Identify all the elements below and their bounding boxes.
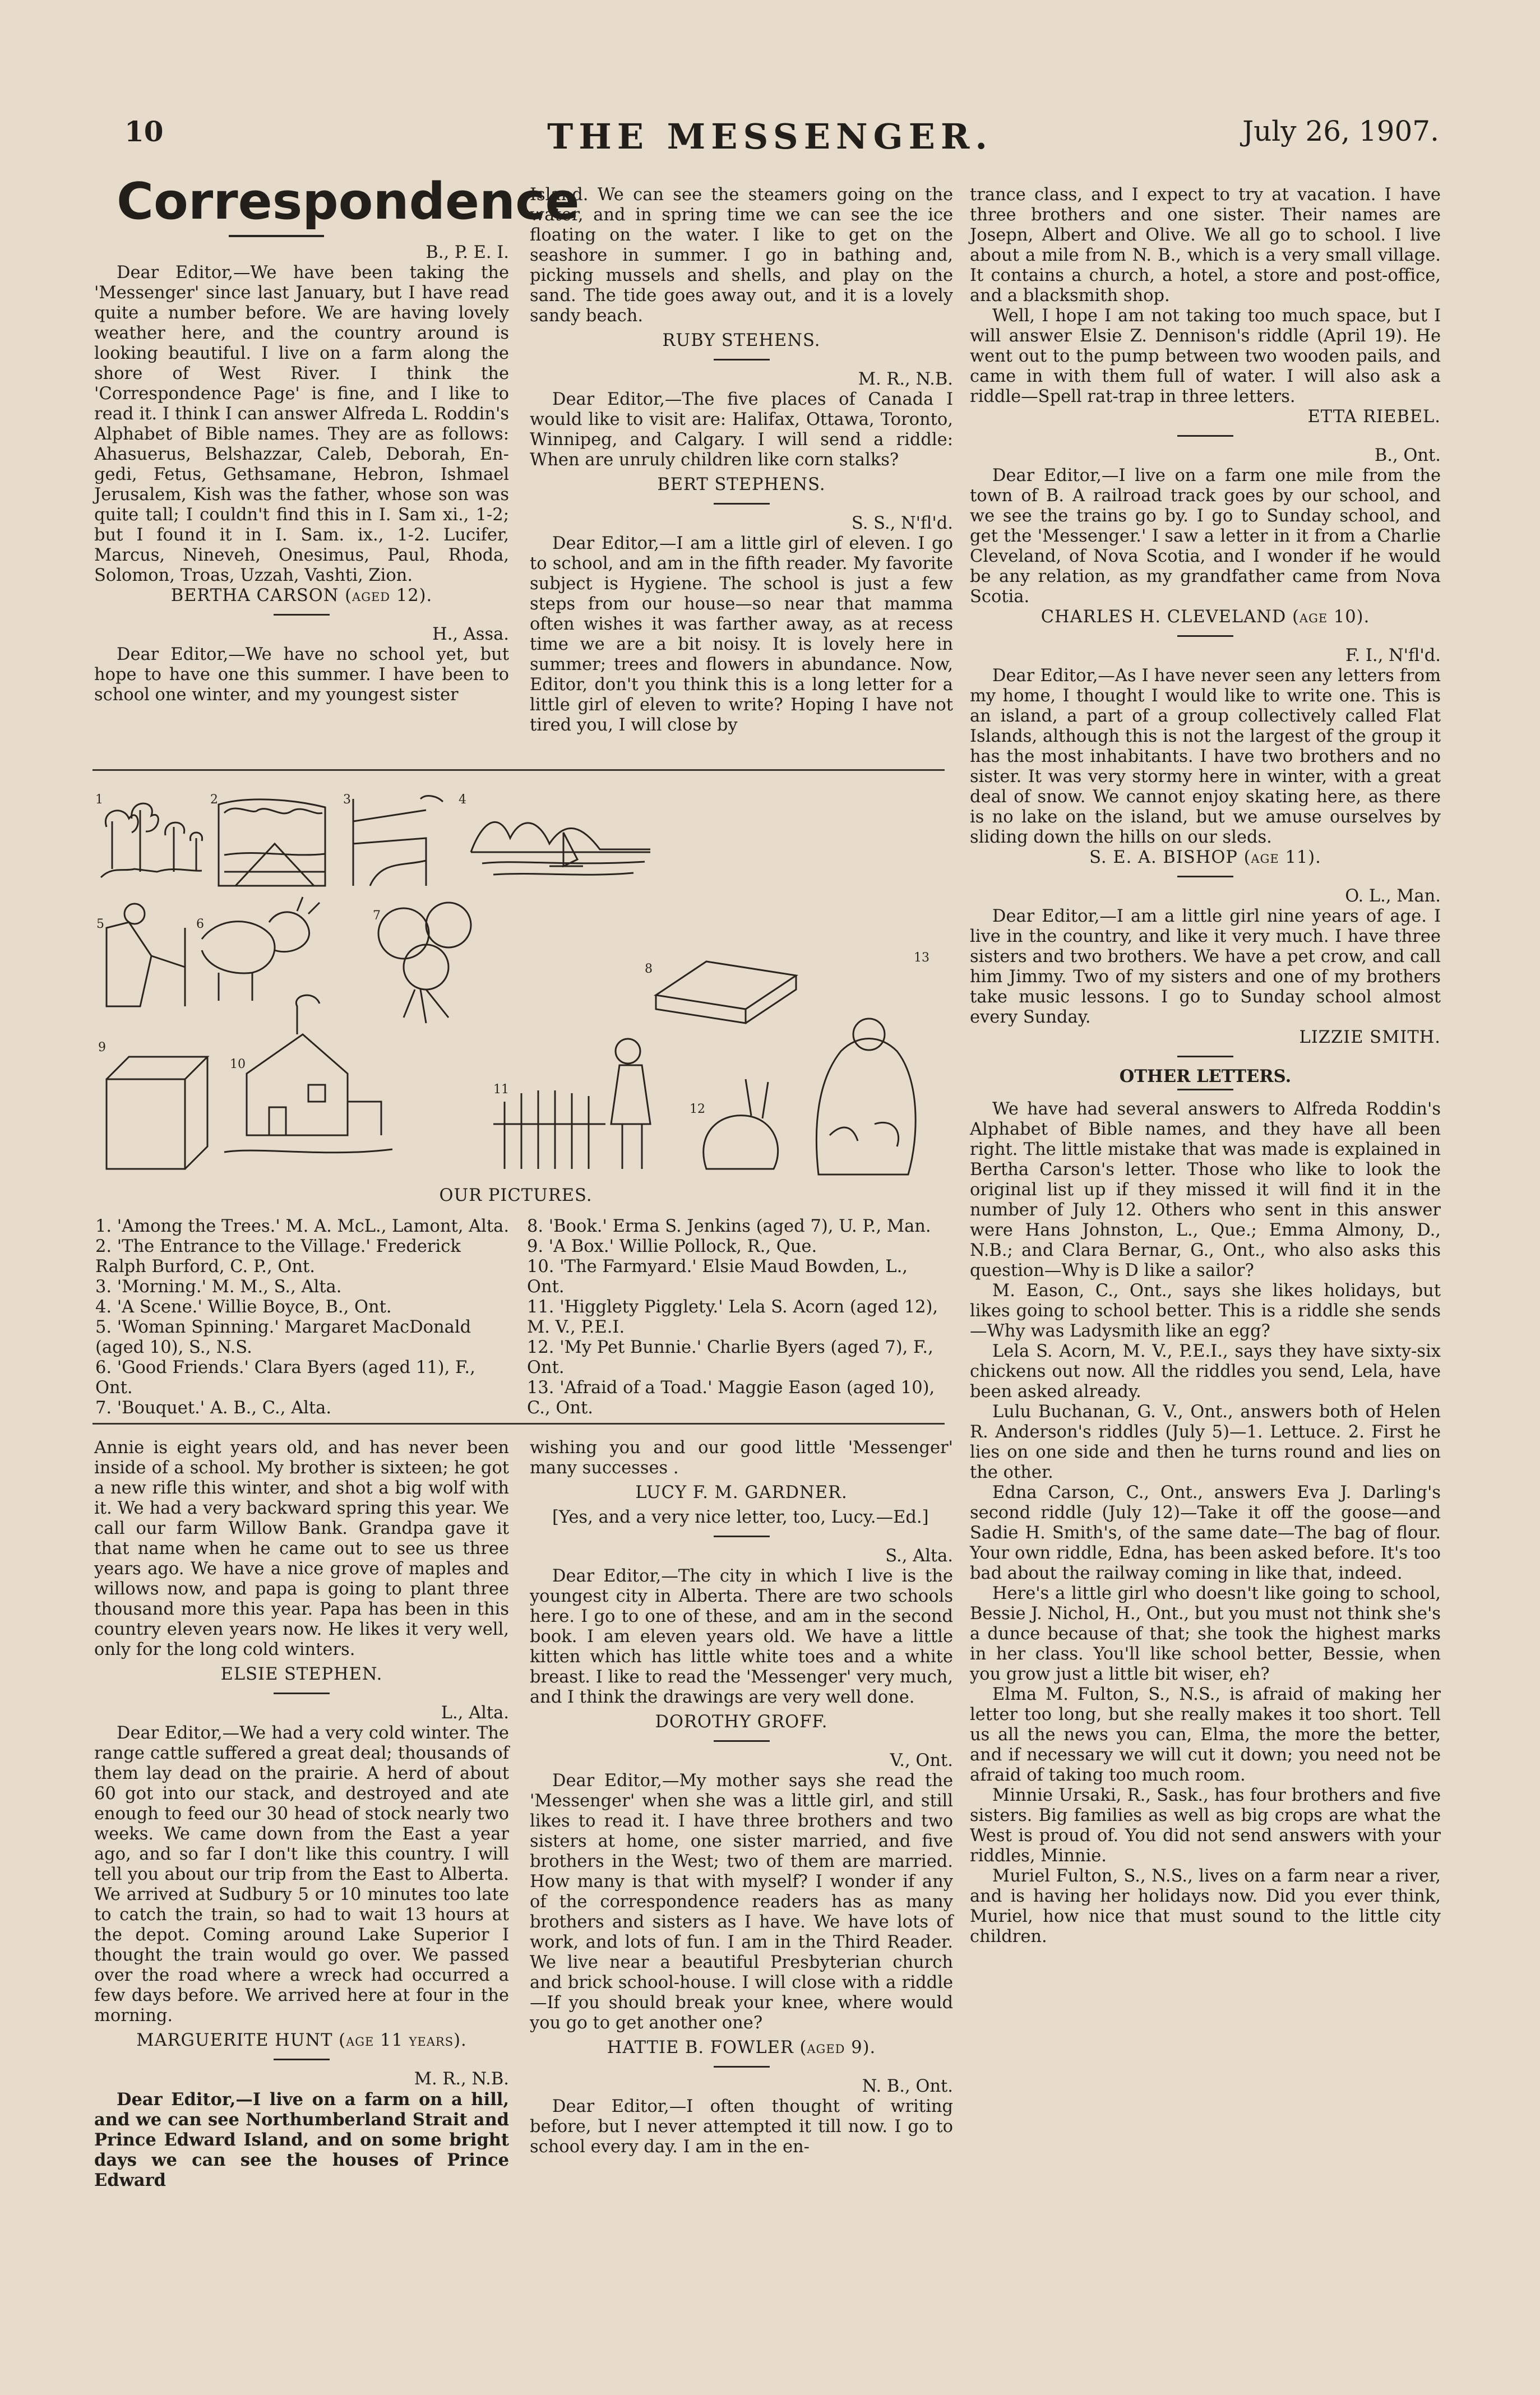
picture-number: 13	[914, 951, 929, 965]
letter-body: Dear Editor,—As I have never seen any letters from my home, I thought I would like to write one. This is an island, a part of a group collectively called Flat Islands, although this is not the largest of the group it has the most inhabitants. I have two brothers and no sister. It was very stormy here in winter, with a great deal of snow. We cannot enjoy skating here, as there is no lake on the island, but we amuse ourselves by sliding down the hills on our sleds.	[970, 666, 1441, 847]
letter-place: O. L., Man.	[1345, 886, 1441, 906]
other-letter: We have had several answers to Alfreda Roddin's Alphabet of Bible names, and they have all been right. The little mistake that was made is explained in Bertha Carson's letter. Those who like to look the original list up if they missed it will find it in the number of July 12. Others who sent in this answer were Hans Johnston, L., Que.; Emma Almony, D., N.B.; and Clara Bernar, G., Ont., who also asks this question—Why is D like a sailor?	[970, 1099, 1441, 1280]
drawing-morning	[353, 796, 443, 886]
picture-number: 7	[373, 909, 381, 923]
drawing-woman-spinning	[107, 904, 185, 1006]
letter-signature: ETTA RIEBEL.	[1307, 407, 1441, 427]
other-letter: Muriel Fulton, S., N.S., lives on a farm near a river, and is having her holidays now. Did you ever think, Muriel, how nice that must sound to the little city children.	[970, 1866, 1441, 1946]
title-rule	[229, 235, 324, 237]
letter-place: V., Ont.	[890, 1751, 953, 1770]
drawing-entrance-to-village	[219, 799, 325, 886]
letter-signature: HATTIE B. FOWLER (aged 9).	[607, 2038, 876, 2058]
picture-entry: 13. 'Afraid of a Toad.' Maggie Eason (aged 10), C., Ont.	[527, 1378, 935, 1418]
letter-signature: BERT STEPHENS.	[657, 475, 826, 494]
letter-body: Dear Editor,—We had a very cold winter. The range cattle suffered a great deal; thousands of them lay dead on the prairie. A herd of about 60 got into our stack, and destroyed and ate enough to feed our 30 head of stock nearly two weeks. We came down from the East a year ago, and so far I don't like this country. I will tell you about our trip from the East to Alberta. We arrived at Sudbury 5 or 10 minutes too late to catch the train, so had to wait 13 hours at the depot. Coming around Lake Superior I thought the train would go over. We passed over the road where a wreck had occurred a few days before. We arrived here at four in the morning.	[94, 1723, 509, 2026]
column-2-bottom	[530, 1438, 953, 2157]
other-letter: Elma M. Fulton, S., N.S., is afraid of making her letter too long, but she really makes it too short. Tell us all the news you can, Elma, the more the better, and if necessary we will cut it down; you need not be afraid of taking too much room.	[970, 1685, 1441, 1785]
picture-entry: 3. 'Morning.' M. M., S., Alta.	[95, 1277, 342, 1297]
picture-number: 1	[95, 793, 103, 807]
column-2-top	[530, 185, 953, 736]
pictures-list-right	[527, 1217, 942, 1418]
picture-number: 2	[210, 793, 218, 807]
letter-body: Dear Editor,—I live on a farm on a hill, and we can see Northumberland Strait and Prince Edward Island, and on some bright days we can see the houses of Prince Edward	[94, 2089, 509, 2190]
drawing-book	[656, 961, 796, 1023]
picture-number: 8	[645, 962, 653, 976]
letter-signature: CHARLES H. CLEVELAND (age 10).	[1040, 607, 1370, 627]
editor-note: [Yes, and a very nice letter, too, Lucy.—Ed.]	[552, 1508, 929, 1527]
letter-divider	[274, 614, 330, 616]
column-1-bottom	[94, 1438, 509, 2190]
letter-divider	[1177, 435, 1233, 437]
letter-signature: LUCY F. M. GARDNER.	[635, 1483, 848, 1502]
page-number: 10	[124, 115, 164, 148]
other-letter: M. Eason, C., Ont., says she likes holidays, but likes going to school better. This is a riddle she sends—Why was Ladysmith like an egg?	[970, 1281, 1441, 1341]
picture-entry: 2. 'The Entrance to the Village.' Frederick Ralph Burford, C. P., Ont.	[95, 1237, 461, 1277]
letter-place: B., P. E. I.	[426, 243, 509, 262]
picture-number: 5	[96, 917, 104, 931]
our-pictures-illustrations	[90, 788, 942, 1183]
picture-number: 9	[98, 1041, 106, 1055]
letter-divider	[714, 1740, 770, 1742]
letter-signature: ELSIE STEPHEN.	[220, 1665, 383, 1684]
letter-place: S. S., N'fl'd.	[851, 514, 953, 533]
drawing-bouquet	[378, 903, 471, 1023]
other-letter: Minnie Ursaki, R., Sask., has four brothers and five sisters. Big families as well as big crops are what the West is proud of. You did not send answers with your riddles, Minnie.	[970, 1786, 1441, 1866]
letter-divider	[714, 1536, 770, 1537]
letter-signature: MARGUERITE HUNT (age 11 years).	[136, 2031, 467, 2050]
letter-divider	[714, 359, 770, 360]
column-3	[970, 185, 1441, 1947]
letter-body: Dear Editor,—The city in which I live is the youngest city in Alberta. There are two schools here. I go to one of these, and am in the second book. I am eleven years old. We have a little kitten which has little white toes and a white breast. I like to read the 'Messenger' very much, and I think the drawings are very well done.	[530, 1566, 953, 1707]
letter-body: Dear Editor,—I often thought of writing before, but I never attempted it till now. I go to school every day. I am in the en-	[530, 2097, 953, 2157]
letter-body: Well, I hope I am not taking too much space, but I will answer Elsie Z. Dennison's riddle (April 19). He went out to the pump between two wooden pails, and came in with them full of water. I will also ask a riddle—Spell rat-trap in three letters.	[970, 306, 1441, 406]
letter-divider	[274, 1693, 330, 1694]
picture-number: 12	[690, 1102, 705, 1116]
letter-divider	[1177, 876, 1233, 877]
picture-entry: 10. 'The Farmyard.' Elsie Maud Bowden, L., Ont.	[527, 1257, 908, 1297]
letter-signature: RUBY STEHENS.	[662, 331, 821, 350]
letter-body: Dear Editor,—We have no school yet, but hope to have one this summer. I have been to school one winter, and my youngest sister	[94, 645, 509, 705]
other-letter: Lela S. Acorn, M. V., P.E.I., says they have sixty-six chickens out now. All the riddles you send, Lela, have been asked already.	[970, 1342, 1441, 1402]
letter-signature: DOROTHY GROFF.	[655, 1712, 828, 1732]
heading-rule	[1177, 1089, 1233, 1090]
pictures-caption: OUR PICTURES.	[439, 1186, 593, 1205]
picture-entry: 8. 'Book.' Erma S. Jenkins (aged 7), U. P., Man.	[527, 1217, 931, 1236]
other-letter: Here's a little girl who doesn't like going to school, Bessie J. Nichol, H., Ont., but you must not think she's a dunce because of that; she took the highest marks in her class. You'll like school better, Bessie, when you grow just a little bit wiser, eh?	[970, 1584, 1441, 1684]
page-header	[0, 115, 1540, 165]
letter-divider	[714, 503, 770, 505]
letter-place: M. R., N.B.	[414, 2069, 509, 2089]
picture-number: 4	[459, 793, 466, 807]
letter-body: Dear Editor,—The five places of Canada I would like to visit are: Halifax, Ottawa, Toronto, Winnipeg, and Calgary. I will send a riddle: When are unruly children like corn stalks?	[530, 390, 953, 470]
letter-body: wishing you and our good little 'Messenger' many successes .	[530, 1438, 953, 1478]
picture-entry: 5. 'Woman Spinning.' Margaret MacDonald (aged 10), S., N.S.	[95, 1317, 471, 1357]
other-letter: Edna Carson, C., Ont., answers Eva J. Darling's second riddle (July 12)—Take it off the goose—and Sadie H. Smith's, of the same date—The bag of flour. Your own riddle, Edna, has been asked before. It's too bad about the railway coming in like that, indeed.	[970, 1483, 1441, 1583]
drawing-afraid-of-a-toad	[816, 1019, 915, 1175]
letter-place: H., Assa.	[432, 625, 509, 644]
drawing-good-friends	[202, 897, 320, 1001]
illustrations-svg	[90, 788, 942, 1183]
pictures-top-rule	[93, 769, 945, 771]
letter-body: Annie is eight years old, and has never been inside of a school. My brother is sixteen; he got a new rifle this winter, and shot a big wolf with it. We had a very backward spring this year. We call our farm Willow Bank. Grandpa gave it that name when he came out to see us three years ago. We have a nice grove of maples and willows now, and papa is going to plant three thousand more this year. Papa has been in this country eleven years now. He likes it very well, only for the long cold winters.	[94, 1438, 509, 1659]
letter-body: Dear Editor,—I live on a farm one mile from the town of B. A railroad track goes by our school, and we see the trains go by. I go to Sunday school, and get the 'Messenger.' I saw a letter in it from a Charlie Cleveland, of Nova Scotia, and I wonder if he would be any relation, as my grandfather came from Nova Scotia.	[970, 466, 1441, 607]
letter-body: trance class, and I expect to try at vacation. I have three brothers and one sister. Their names are Josepn, Albert and Olive. We all go to school. I live about a mile from N. B., which is a very small village. It contains a church, a hotel, a store and post-office, and a blacksmith shop.	[970, 185, 1441, 306]
letter-body: Dear Editor,—My mother says she read the 'Messenger' when she was a little girl, and still likes to read it. I have three brothers and two sisters at home, one sister married, and five brothers in the West; two of them are married. How many is that with myself? I wonder if any of the correspondence readers has as many brothers and sisters as I have. We have lots of work, and lots of fun. I am in the Third Reader. We live near a beautiful Presbyterian church and brick school-house. I will close with a riddle—If you should break your knee, where would you go to get another one?	[530, 1771, 953, 2033]
issue-date: July 26, 1907.	[1242, 115, 1439, 147]
letter-place: B., Ont.	[1374, 446, 1441, 465]
letter-signature: LIZZIE SMITH.	[1299, 1028, 1441, 1047]
letter-divider	[714, 2066, 770, 2068]
picture-number-labels	[95, 793, 929, 1116]
picture-number: 11	[493, 1083, 509, 1097]
letter-place: M. R., N.B.	[858, 369, 953, 389]
picture-entry: 9. 'A Box.' Willie Pollock, R., Que.	[527, 1237, 817, 1256]
other-letters-heading: OTHER LETTERS.	[1119, 1066, 1292, 1086]
letter-divider	[1177, 1056, 1233, 1057]
drawing-higglety-pigglety	[493, 1039, 650, 1169]
column-1-top	[94, 171, 580, 705]
drawing-among-the-trees	[101, 803, 202, 877]
pictures-list-left	[95, 1217, 510, 1418]
picture-entry: 4. 'A Scene.' Willie Boyce, B., Ont.	[95, 1297, 392, 1317]
picture-number: 6	[196, 917, 204, 931]
other-letter: Lulu Buchanan, G. V., Ont., answers both of Helen R. Anderson's riddles (July 5)—1. Lettuce. 2. First he lies on one side and then he turns round and lies on the other.	[970, 1402, 1441, 1482]
picture-entry: 11. 'Higglety Pigglety.' Lela S. Acorn (aged 12), M. V., P.E.I.	[527, 1297, 938, 1337]
letter-place: S., Alta.	[885, 1546, 953, 1566]
letter-body: Island. We can see the steamers going on the water, and in spring time we can see the ice floating on the water. I like to get on the seashore in summer. I go in bathing and, picking mussels and shells, and play on the sand. The tide goes away out, and it is a lovely sandy beach.	[530, 185, 953, 326]
drawing-the-farmyard	[224, 995, 392, 1153]
drawing-my-pet-bunnie	[704, 1079, 778, 1169]
letter-place: F. I., N'fl'd.	[1345, 646, 1441, 665]
letter-body: Dear Editor,—We have been taking the 'Messenger' since last January, but I have read quite a number before. We are having lovely weather here, and the country around is looking beautiful. I live on a farm along the shore of West River. I think the 'Correspondence Page' is fine, and I like to read it. I think I can answer Alfreda L. Roddin's Alphabet of Bible names. They are as follows: Ahasuerus, Belshazzar, Caleb, Deborah, En-gedi, Fetus, Gethsamane, Hebron, Ishmael Jerusalem, Kish was the father, whose son was quite tall; I couldn't find this in I. Sam xi., 1-2; but I found it in I. Sam. ix., 1-2. Lucifer, Marcus, Nineveh, Onesimus, Paul, Rhoda, Solomon, Troas, Uzzah, Vashti, Zion.	[94, 263, 509, 585]
letter-body: Dear Editor,—I am a little girl nine years of age. I live in the country, and like it very much. I have three sisters and two brothers. We have a pet crow, and call him Jimmy. Two of my sisters and one of my brothers take music lessons. I go to Sunday school almost every Sunday.	[970, 907, 1441, 1027]
picture-entry: 1. 'Among the Trees.' M. A. McL., Lamont, Alta.	[95, 1217, 510, 1236]
picture-number: 10	[230, 1057, 246, 1071]
section-title: Correspondence	[117, 172, 580, 231]
picture-entry: 12. 'My Pet Bunnie.' Charlie Byers (aged 7), F., Ont.	[527, 1338, 933, 1377]
letter-divider	[274, 2059, 330, 2060]
drawing-a-scene	[471, 822, 650, 875]
drawing-a-box	[107, 1057, 207, 1169]
letter-signature: BERTHA CARSON (aged 12).	[170, 586, 433, 605]
letter-place: L., Alta.	[441, 1703, 509, 1723]
picture-number: 3	[343, 793, 351, 807]
letter-place: N. B., Ont.	[862, 2077, 953, 2096]
picture-entry: 6. 'Good Friends.' Clara Byers (aged 11), F., Ont.	[95, 1358, 475, 1398]
picture-entry: 7. 'Bouquet.' A. B., C., Alta.	[95, 1398, 332, 1418]
letter-signature: S. E. A. BISHOP (age 11).	[1089, 848, 1321, 867]
pictures-bottom-rule	[93, 1423, 945, 1425]
publication-title: THE MESSENGER.	[547, 116, 993, 157]
letter-divider	[1177, 635, 1233, 637]
letter-body: Dear Editor,—I am a little girl of eleven. I go to school, and am in the fifth reader. My favorite subject is Hygiene. The school is just a few steps from our house—so near that mamma often wishes it was farther away, as at recess time we are a bit noisy. It is lovely here in summer; trees and flowers in abundance. Now, Editor, don't you think this is a long letter for a little girl of eleven to write? Hoping I have not tired you, I will close by	[530, 534, 953, 735]
